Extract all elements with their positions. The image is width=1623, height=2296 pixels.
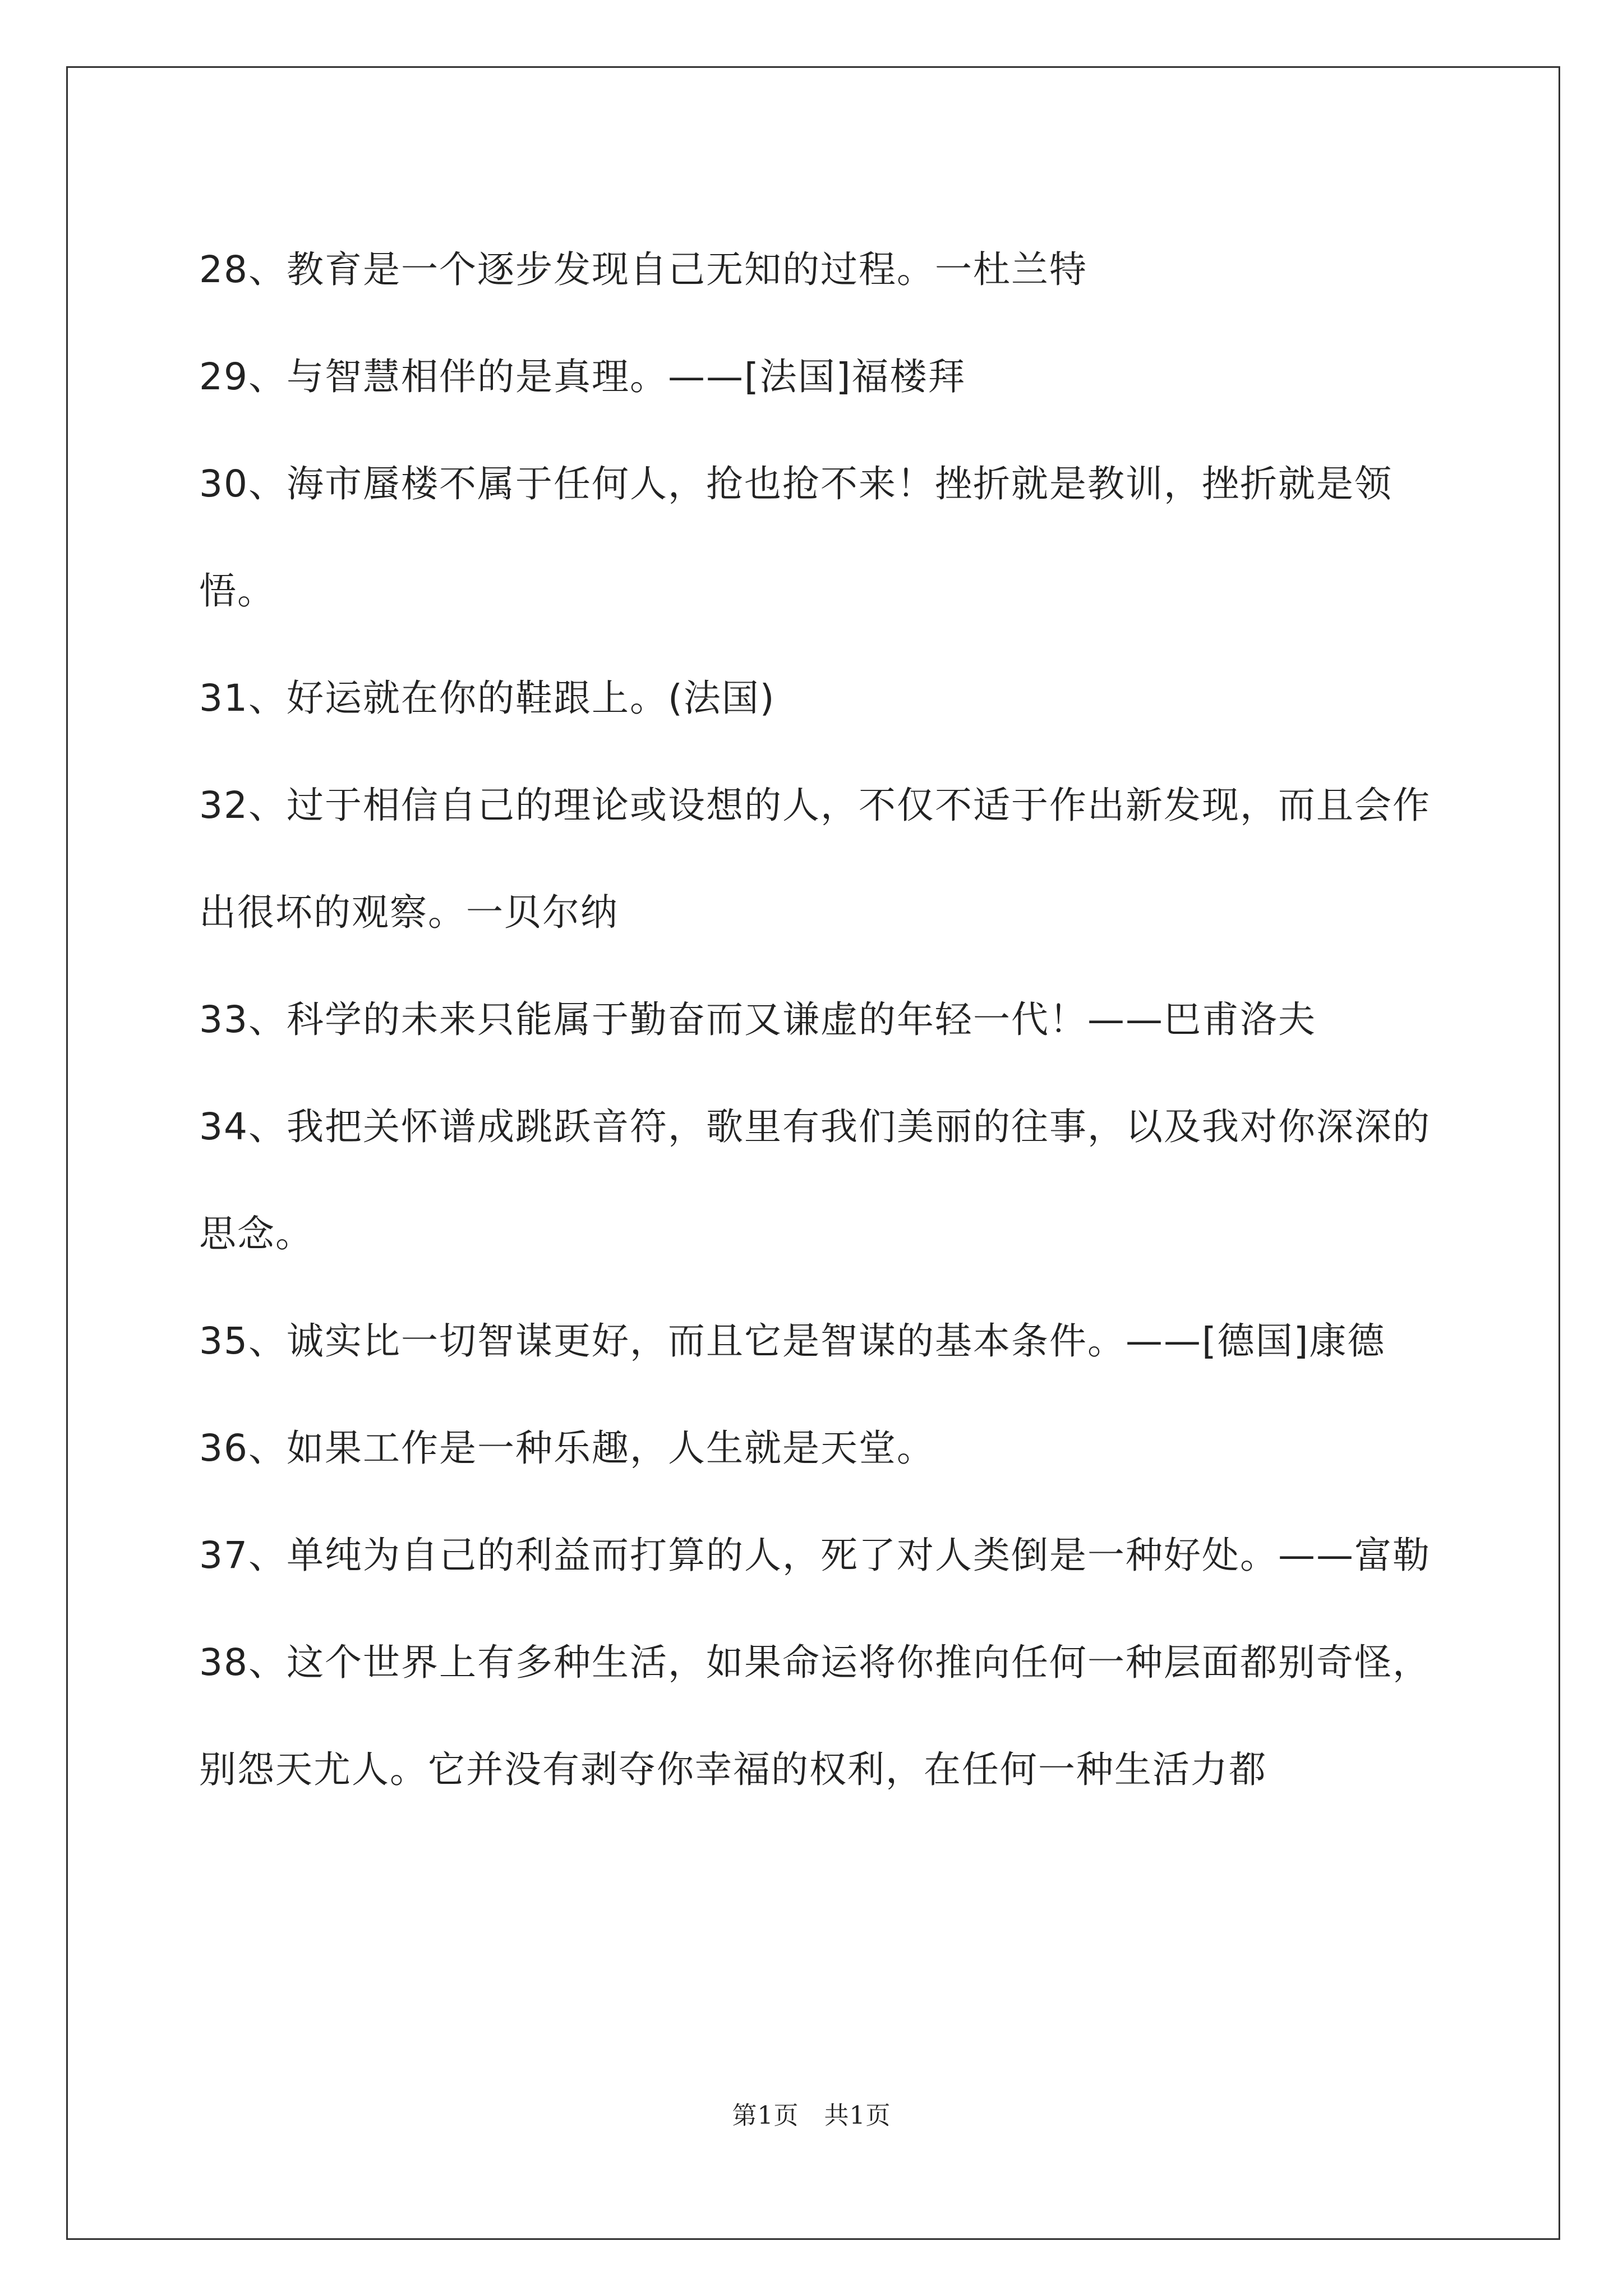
quote-paragraph: 28、教育是一个逐步发现自己无知的过程。一杜兰特 — [199, 248, 1087, 291]
quote-paragraph: 37、单纯为自己的利益而打算的人，死了对人类倒是一种好处。——富勒 — [199, 1534, 1431, 1577]
document-body — [199, 216, 1444, 1823]
quote-paragraph: 33、科学的未来只能属于勤奋而又谦虚的年轻一代！——巴甫洛夫 — [199, 998, 1316, 1041]
quote-paragraph: 36、如果工作是一种乐趣，人生就是天堂。 — [199, 1427, 935, 1470]
page-footer: 第1页 共1页 — [732, 2101, 891, 2130]
quote-paragraph: 31、好运就在你的鞋跟上。(法国) — [199, 677, 776, 720]
quote-paragraph: 38、这个世界上有多种生活，如果命运将你推向任何一种层面都别奇怪，别怨天尤人。它并没有剥夺你幸福的权利，在任何一种生活力都 — [199, 1641, 1431, 1791]
quote-paragraph: 35、诚实比一切智谋更好，而且它是智谋的基本条件。——[德国]康德 — [199, 1319, 1386, 1363]
quote-paragraph: 32、过于相信自己的理论或设想的人，不仅不适于作出新发现，而且会作出很坏的观察。一贝尔纳 — [199, 784, 1431, 934]
quote-paragraph: 34、我把关怀谱成跳跃音符，歌里有我们美丽的往事，以及我对你深深的思念。 — [199, 1105, 1431, 1255]
quote-paragraph: 29、与智慧相伴的是真理。——[法国]福楼拜 — [199, 355, 966, 398]
quote-paragraph: 30、海市蜃楼不属于任何人，抢也抢不来！挫折就是教训，挫折就是领悟。 — [199, 462, 1393, 613]
